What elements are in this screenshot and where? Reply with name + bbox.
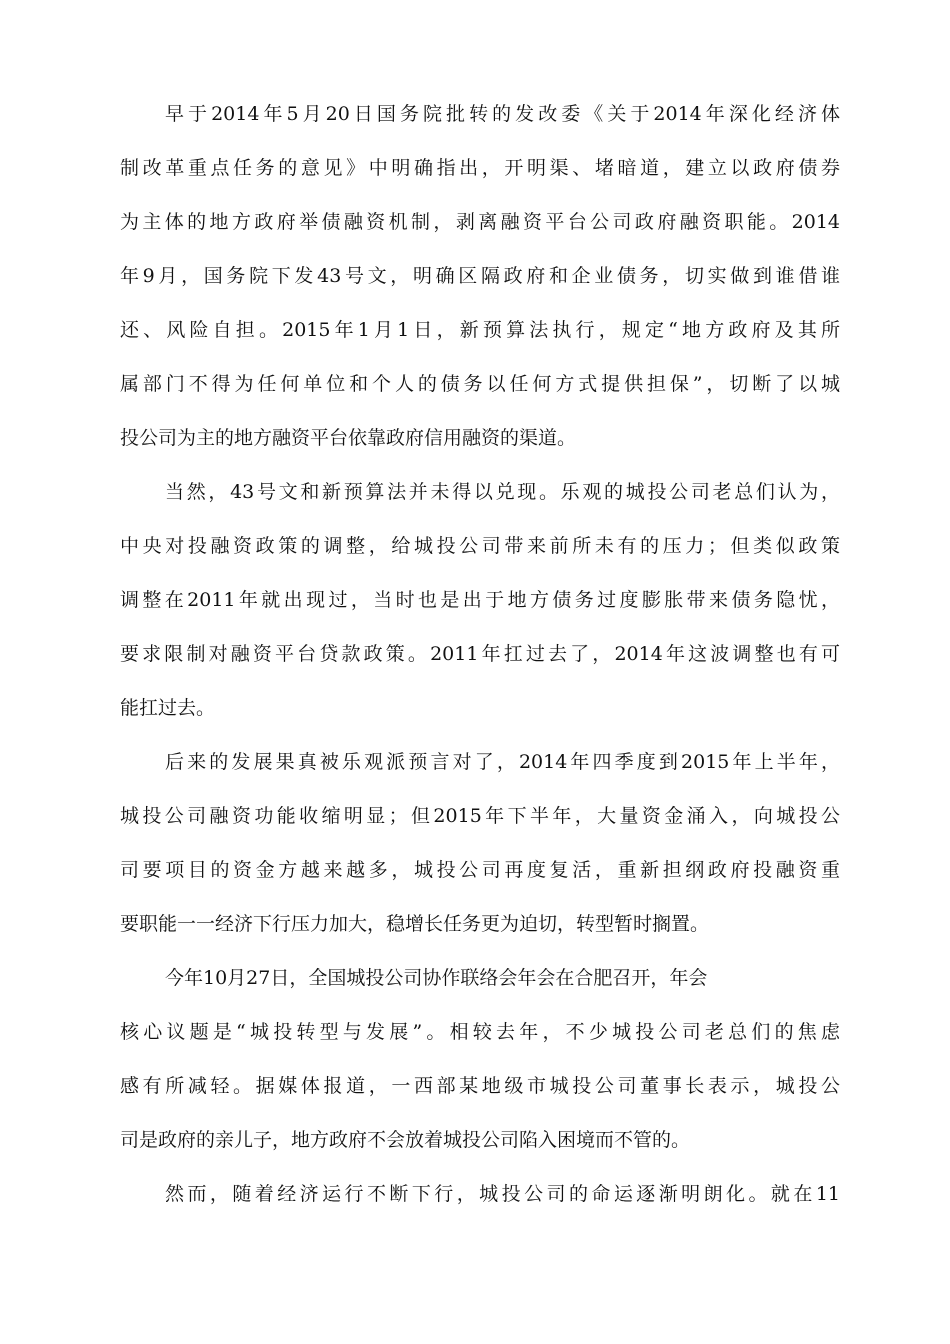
paragraph-line: 司要项目的资金方越来越多，城投公司再度复活，重新担纲政府投融资重 [120, 859, 840, 881]
paragraph-line: 中央对投融资政策的调整，给城投公司带来前所未有的压力；但类似政策 [120, 535, 840, 557]
paragraph-line: 属部门不得为任何单位和个人的债务以任何方式提供担保”，切断了以城 [120, 373, 840, 395]
paragraph-line: 制改革重点任务的意见》中明确指出，开明渠、堵暗道，建立以政府债券 [120, 157, 840, 179]
paragraph-line: 能扛过去。 [120, 697, 216, 719]
paragraph-line: 当然，43号文和新预算法并未得以兑现。乐观的城投公司老总们认为， [165, 481, 840, 503]
paragraph-line: 还、风险自担。2015年1月1日，新预算法执行，规定“地方政府及其所 [120, 319, 840, 341]
paragraph-line: 核心议题是“城投转型与发展”。相较去年，不少城投公司老总们的焦虑 [120, 1021, 840, 1043]
paragraph-line: 司是政府的亲儿子，地方政府不会放着城投公司陷入困境而不管的。 [120, 1129, 691, 1151]
paragraph-line: 早于2014年5月20日国务院批转的发改委《关于2014年深化经济体 [165, 103, 840, 125]
paragraph-line: 投公司为主的地方融资平台依靠政府信用融资的渠道。 [120, 427, 577, 449]
paragraph-line: 调整在2011年就出现过，当时也是出于地方债务过度膨胀带来债务隐忧， [120, 589, 840, 611]
paragraph-line: 城投公司融资功能收缩明显；但2015年下半年，大量资金涌入，向城投公 [120, 805, 840, 827]
paragraph-line: 今年10月27日，全国城投公司协作联络会年会在合肥召开，年会 [165, 967, 708, 989]
paragraph-line: 要职能一一经济下行压力加大，稳增长任务更为迫切，转型暂时搁置。 [120, 913, 710, 935]
paragraph-line: 为主体的地方政府举债融资机制，剥离融资平台公司政府融资职能。2014 [120, 211, 840, 233]
paragraph-line: 感有所减轻。据媒体报道，一西部某地级市城投公司董事长表示，城投公 [120, 1075, 840, 1097]
paragraph-line: 然而，随着经济运行不断下行，城投公司的命运逐渐明朗化。就在11 [165, 1183, 840, 1205]
paragraph-line: 后来的发展果真被乐观派预言对了，2014年四季度到2015年上半年， [165, 751, 840, 773]
paragraph-line: 年9月，国务院下发43号文，明确区隔政府和企业债务，切实做到谁借谁 [120, 265, 840, 287]
paragraph-line: 要求限制对融资平台贷款政策。2011年扛过去了，2014年这波调整也有可 [120, 643, 840, 665]
